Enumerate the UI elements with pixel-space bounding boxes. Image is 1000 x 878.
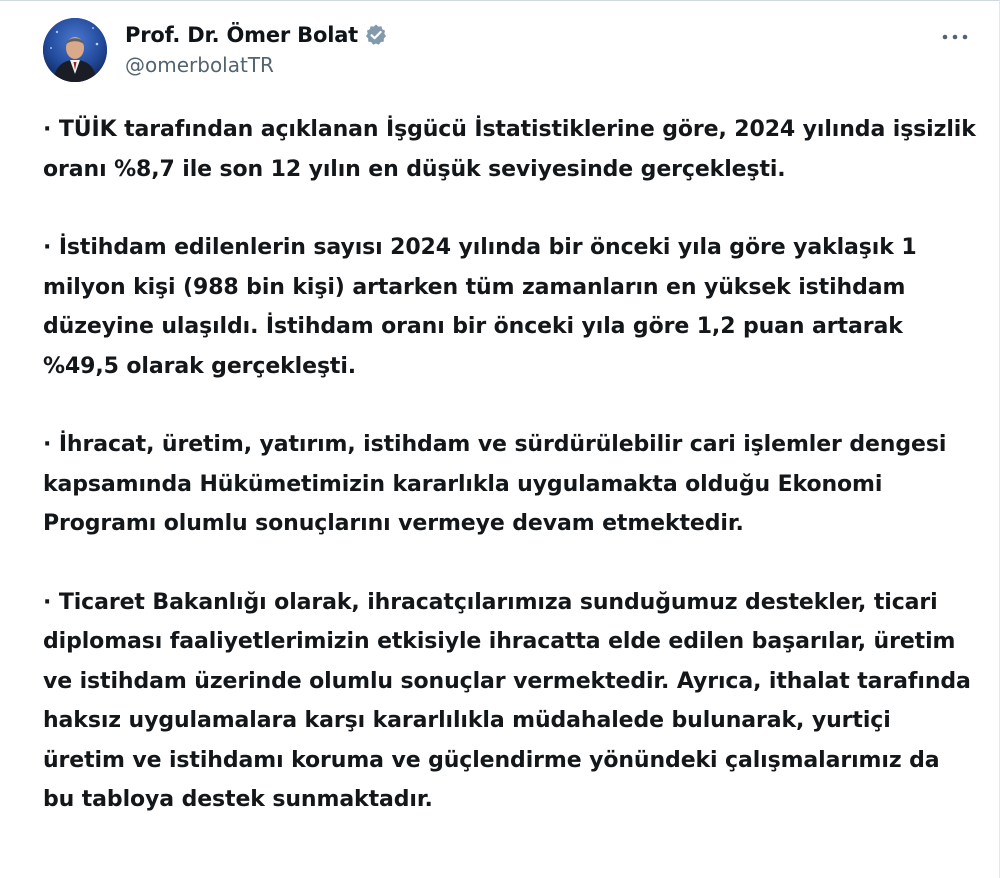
tweet-text	[43, 110, 978, 820]
tweet-header	[43, 18, 983, 88]
tweet-paragraph: · TÜİK tarafından açıklanan İşgücü İstatistiklerine göre, 2024 yılında işsizlik oranı %8,7 ile son 12 yılın en düşük seviyesinde gerçekleşti.	[43, 117, 976, 182]
avatar[interactable]	[43, 18, 107, 82]
tweet-paragraph: · Ticaret Bakanlığı olarak, ihracatçılarımıza sunduğumuz destekler, ticari diploması faaliyetlerimizin etkisiyle ihracatta elde edilen başarılar, üretim ve istihdam üzerinde olumlu sonuçlar vermektedir. Ayrıca, ithalat tarafında haksız uygulamalara karşı kararlılıkla müdahalede bulunarak, yurtiçi üretim ve istihdamı koruma ve güçlendirme yönündeki çalışmalarımız da bu tabloya destek sunmaktadır.	[43, 589, 971, 812]
top-border	[0, 0, 1000, 1]
display-name[interactable]: Prof. Dr. Ömer Bolat	[125, 23, 359, 47]
avatar-photo-icon	[43, 18, 107, 82]
user-handle[interactable]: @omerbolatTR	[125, 53, 274, 77]
tweet-paragraph: · İhracat, üretim, yatırım, istihdam ve sürdürülebilir cari işlemler dengesi kapsamında Hükümetimizin kararlıkla uygulamakta olduğu Ekonomi Programı olumlu sonuçlarını vermeye devam etmektedir.	[43, 432, 947, 536]
more-options-button[interactable]	[935, 22, 975, 52]
tweet-paragraph: · İstihdam edilenlerin sayısı 2024 yılında bir önceki yıla göre yaklaşık 1 milyon kişi (988 bin kişi) artarken tüm zamanların en yüksek istihdam düzeyine ulaşıldı. İstihdam oranı bir önceki yıla göre 1,2 puan artarak %49,5 olarak gerçekleşti.	[43, 235, 917, 379]
name-row	[125, 20, 388, 50]
verified-badge-icon	[364, 23, 388, 47]
more-options-icon	[941, 33, 969, 41]
